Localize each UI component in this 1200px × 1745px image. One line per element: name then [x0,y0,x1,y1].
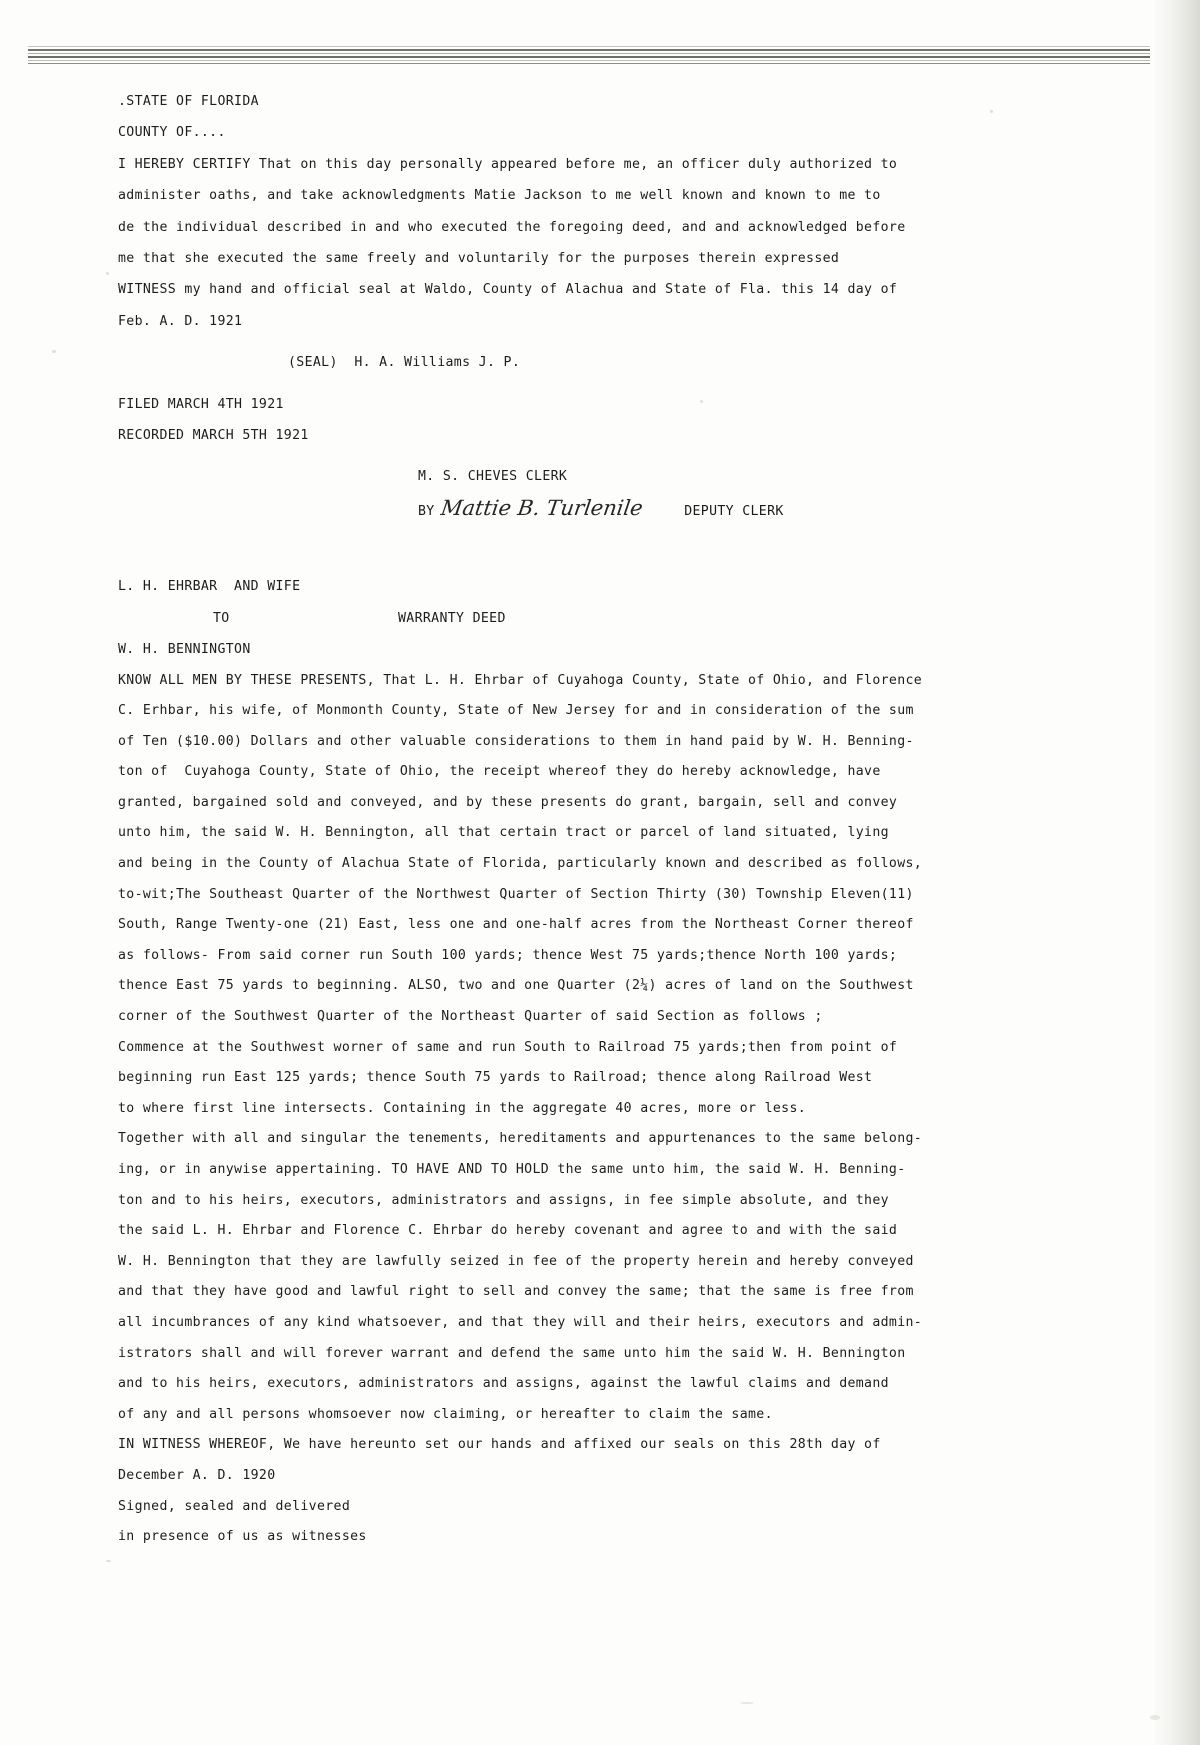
clerk-name-line: M. S. CHEVES CLERK [418,469,568,485]
body-line: IN WITNESS WHEREOF, We have hereunto set our hands and affixed our seals on this 28th day of [118,1437,881,1453]
body-line: Together with all and singular the tenements, hereditaments and appurtenances to the same belong- [118,1131,923,1147]
body-line: in presence of us as witnesses [118,1529,367,1545]
spacer [118,337,1048,347]
body-line: Signed, sealed and delivered [118,1498,351,1514]
acknowledgment-line: WITNESS my hand and official seal at Waldo, County of Alachua and State of Fla. this 14 day of [118,282,898,298]
body-line: as follows- From said corner run South 100 yards; thence West 75 yards;thence North 100 yards; [118,947,898,963]
document-text [118,86,1048,1553]
body-line: of Ten ($10.00) Dollars and other valuable considerations to them in hand paid by W. H. Benning- [118,733,914,749]
body-line: to-wit;The Southeast Quarter of the Northwest Quarter of Section Thirty (30) Township Eleven(11) [118,886,914,902]
scan-speck [700,400,703,403]
body-line: unto him, the said W. H. Bennington, all that certain tract or parcel of land situated, lying [118,825,889,841]
scan-speck [106,1560,111,1562]
parties-block [118,571,1048,665]
filed-line: FILED MARCH 4TH 1921 [118,396,284,412]
acknowledgment-line: administer oaths, and take acknowledgments Matie Jackson to me well known and known to me to [118,188,881,204]
body-line: ton of Cuyahoga County, State of Ohio, the receipt whereof they do hereby acknowledge, have [118,764,881,780]
body-line: all incumbrances of any kind whatsoever, and that they will and their heirs, executors and admin- [118,1314,923,1330]
spacer [118,451,1048,461]
deputy-clerk-signature: Mattie B. Turlenile [439,495,644,520]
body-line: and that they have good and lawful right to sell and convey the same; that the same is free from [118,1284,914,1300]
recorded-line: RECORDED MARCH 5TH 1921 [118,428,309,444]
body-line: of any and all persons whomsoever now claiming, or hereafter to claim the same. [118,1406,773,1422]
body-line: beginning run East 125 yards; thence South 75 yards to Railroad; thence along Railroad West [118,1070,873,1086]
grantor-line: L. H. EHRBAR AND WIFE [118,579,301,595]
body-line: December A. D. 1920 [118,1467,276,1483]
body-line: C. Erhbar, his wife, of Monmonth County, State of New Jersey for and in consideration of the sum [118,703,914,719]
signature-row [118,493,1048,527]
scan-top-rule-band [28,46,1150,68]
deed-type-label: WARRANTY DEED [398,610,506,626]
acknowledgment-block [118,86,1048,337]
spacer [118,379,1048,389]
body-line: ing, or in anywise appertaining. TO HAVE AND TO HOLD the same unto him, the said W. H. Benning- [118,1162,906,1177]
body-line: to where first line intersects. Containing in the aggregate 40 acres, more or less. [118,1100,807,1116]
body-line: istrators shall and will forever warrant and defend the same unto him the said W. H. Bennington [118,1345,906,1361]
scan-speck [740,1702,754,1704]
body-line: Commence at the Southwest worner of same and run South to Railroad 75 yards;then from point of [118,1039,898,1055]
body-line: thence East 75 yards to beginning. ALSO, two and one Quarter (2¼) acres of land on the Southwest [118,978,914,994]
acknowledgment-line: me that she executed the same freely and voluntarily for the purposes therein expressed [118,251,840,267]
body-line: W. H. Bennington that they are lawfully seized in fee of the property herein and hereby conveyed [118,1253,914,1269]
scan-speck [1150,1715,1160,1720]
body-line: corner of the Southwest Quarter of the Northeast Quarter of said Section as follows ; [118,1009,823,1025]
to-label: TO [213,610,230,626]
body-line: KNOW ALL MEN BY THESE PRESENTS, That L. H. Ehrbar of Cuyahoga County, State of Ohio, and Florence [118,672,923,688]
acknowledgment-line: COUNTY OF.... [118,125,226,141]
deed-body-block [118,666,1048,1553]
acknowledgment-line: de the individual described in and who executed the foregoing deed, and and acknowledged before [118,219,906,235]
scan-speck [990,110,993,113]
body-line: granted, bargained sold and conveyed, and by these presents do grant, bargain, sell and convey [118,794,898,810]
body-line: ton and to his heirs, executors, administrators and assigns, in fee simple absolute, and they [118,1192,889,1208]
body-line: and being in the County of Alachua State of Florida, particularly known and described as follows, [118,856,923,872]
page-right-margin-shadow [1154,0,1200,1745]
acknowledgment-line: Feb. A. D. 1921 [118,313,243,329]
body-line: and to his heirs, executors, administrators and assigns, against the lawful claims and demand [118,1376,889,1392]
seal-line: (SEAL) H. A. Williams J. P. [288,355,521,371]
acknowledgment-line: I HEREBY CERTIFY That on this day personally appeared before me, an officer duly authorized to [118,156,898,172]
grantee-line: W. H. BENNINGTON [118,642,251,658]
scan-speck [106,272,109,275]
body-line: the said L. H. Ehrbar and Florence C. Ehrbar do hereby covenant and agree to and with the said [118,1223,898,1239]
spacer [118,527,1048,571]
deputy-clerk-label: DEPUTY CLERK [684,503,784,519]
acknowledgment-line: .STATE OF FLORIDA [118,94,259,109]
body-line: South, Range Twenty-one (21) East, less one and one-half acres from the Northeast Corner thereof [118,917,914,933]
scan-speck [52,350,56,353]
signature-by-label: BY [418,503,435,519]
